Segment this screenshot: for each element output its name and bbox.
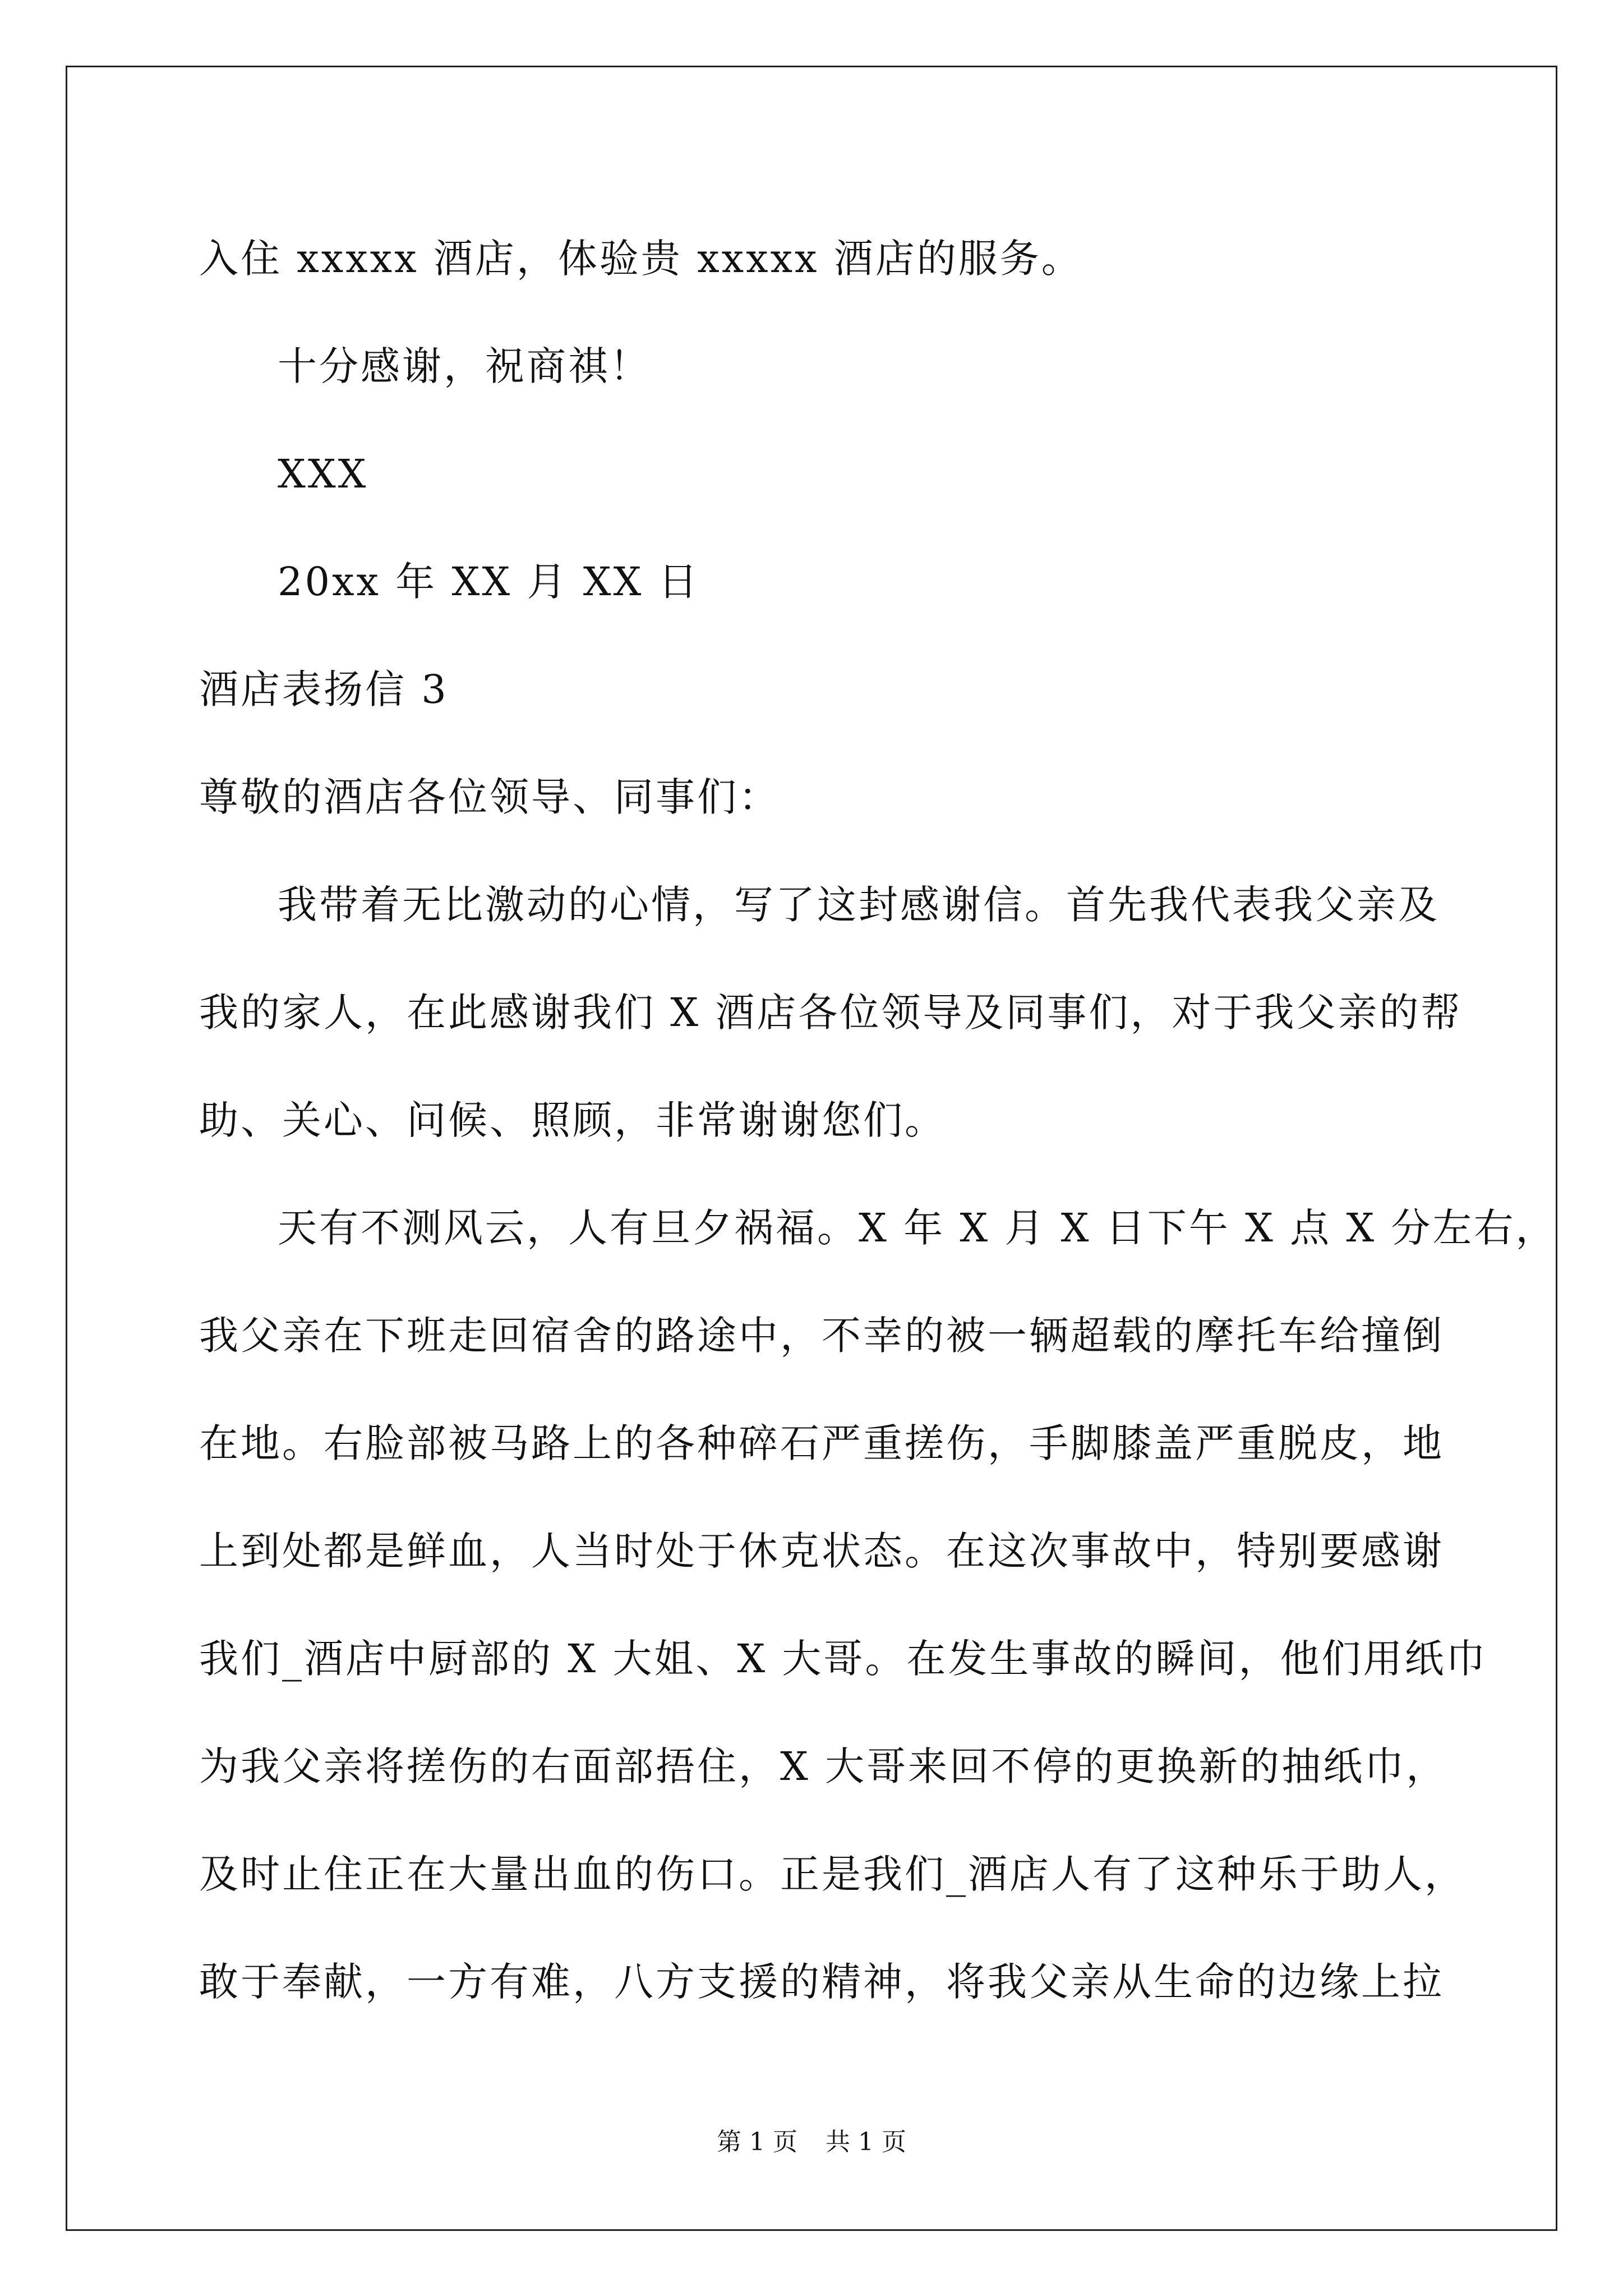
salutation: 尊敬的酒店各位领导、同事们： xyxy=(199,774,780,820)
page-number: 第 1 页 xyxy=(717,2128,797,2156)
text-line: 我的家人，在此感谢我们 X 酒店各位领导及同事们，对于我父亲的帮 xyxy=(199,990,1463,1036)
text-line: 在地。右脸部被马路上的各种碎石严重搓伤，手脚膝盖严重脱皮，地 xyxy=(199,1420,1444,1466)
text-line: 我带着无比激动的心情，写了这封感谢信。首先我代表我父亲及 xyxy=(278,882,1440,928)
text-line: 入住 xxxxx 酒店，体验贵 xxxxx 酒店的服务。 xyxy=(199,236,1083,282)
text-line: 上到处都是鲜血，人当时处于休克状态。在这次事故中，特别要感谢 xyxy=(199,1528,1444,1574)
text-line: 敢于奉献，一方有难，八方支援的精神，将我父亲从生命的边缘上拉 xyxy=(199,1959,1444,2005)
page-footer xyxy=(0,2122,1623,2157)
text-line: XXX xyxy=(278,451,368,497)
text-line: 天有不测风云，人有旦夕祸福。X 年 X 月 X 日下午 X 点 X 分左右， xyxy=(278,1205,1557,1251)
text-line: 我父亲在下班走回宿舍的路途中，不幸的被一辆超载的摩托车给撞倒 xyxy=(199,1313,1444,1359)
text-line: 为我父亲将搓伤的右面部捂住，X 大哥来回不停的更换新的抽纸巾， xyxy=(199,1743,1448,1789)
document-body xyxy=(199,205,1557,2036)
text-line: 20xx 年 XX 月 XX 日 xyxy=(278,559,700,605)
text-line: 及时止住正在大量出血的伤口。正是我们_酒店人有了这种乐于助人， xyxy=(199,1851,1466,1897)
section-title: 酒店表扬信 3 xyxy=(199,666,449,712)
text-line: 十分感谢，祝商祺！ xyxy=(278,343,651,389)
text-line: 我们_酒店中厨部的 X 大姐、X 大哥。在发生事故的瞬间，他们用纸巾 xyxy=(199,1636,1488,1682)
text-line: 助、关心、问候、照顾，非常谢谢您们。 xyxy=(199,1097,946,1143)
page-total: 共 1 页 xyxy=(826,2128,906,2156)
